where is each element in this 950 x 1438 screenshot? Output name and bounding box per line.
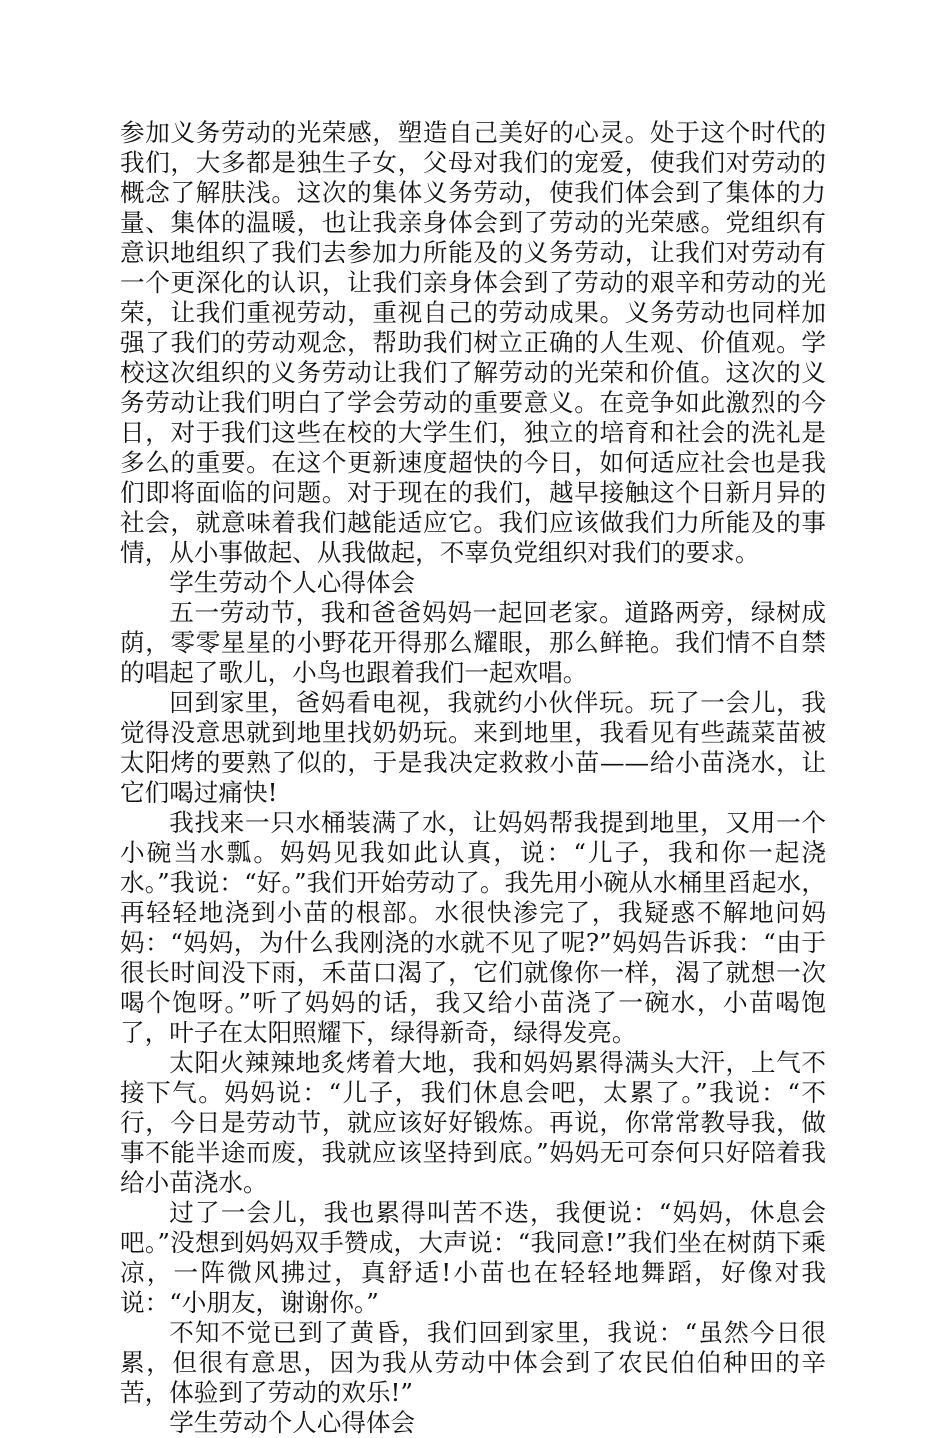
paragraph-watering: 我找来一只水桶装满了水，让妈妈帮我提到地里，又用一个小碗当水瓢。妈妈见我如此认真，说：“儿子，我和你一起浇水。”我说：“好。”我们开始劳动了。我先用小碗从水桶里舀起水，再轻轻地浇到小苗的根部。水很快渗完了，我疑惑不解地问妈妈：“妈妈，为什么我刚浇的水就不见了呢?”妈妈告诉我：“由于很长时间没下雨，禾苗口渴了，它们就像你一样，渴了就想一次喝个饱呀。”听了妈妈的话，我又给小苗浇了一碗水，小苗喝饱了，叶子在太阳照耀下，绿得新奇，绿得发亮。 <box>120 808 826 1047</box>
paragraph-rest: 过了一会儿，我也累得叫苦不迭，我便说：“妈妈，休息会吧。”没想到妈妈双手赞成，大声说：“我同意!”我们坐在树荫下乘凉，一阵微风拂过，真舒适!小苗也在轻轻地舞蹈，好像对我说：“小朋友，谢谢你。” <box>120 1198 826 1317</box>
paragraph-dusk: 不知不觉已到了黄昏，我们回到家里，我说：“虽然今日很累，但很有意思，因为我从劳动中体会到了农民伯伯种田的辛苦，体验到了劳动的欢乐!” <box>120 1318 826 1407</box>
section-heading: 学生劳动个人心得体会 <box>169 568 416 597</box>
document-body <box>120 118 826 1438</box>
paragraph-labor-day-trip: 五一劳动节，我和爸爸妈妈一起回老家。道路两旁，绿树成荫，零零星星的小野花开得那么耀眼，那么鲜艳。我们情不自禁的唱起了歌儿，小鸟也跟着我们一起欢唱。 <box>120 598 826 687</box>
paragraph-back-home: 回到家里，爸妈看电视，我就约小伙伴玩。玩了一会儿，我觉得没意思就到地里找奶奶玩。来到地里，我看见有些蔬菜苗被太阳烤的要熟了似的，于是我决定救救小苗——给小苗浇水，让它们喝过痛快! <box>120 688 826 807</box>
section-heading-repeat: 学生劳动个人心得体会 <box>169 1408 416 1437</box>
paragraph-hot-sun: 太阳火辣辣地炙烤着大地，我和妈妈累得满头大汗，上气不接下气。妈妈说：“儿子，我们休息会吧，太累了。”我说：“不行，今日是劳动节，就应该好好锻炼。再说，你常常教导我，做事不能半途而废，我就应该坚持到底。”妈妈无可奈何只好陪着我给小苗浇水。 <box>120 1048 826 1197</box>
paragraph-intro-continuation: 参加义务劳动的光荣感，塑造自己美好的心灵。处于这个时代的我们，大多都是独生子女，父母对我们的宠爱，使我们对劳动的概念了解肤浅。这次的集体义务劳动，使我们体会到了集体的力量、集体的温暖，也让我亲身体会到了劳动的光荣感。党组织有意识地组织了我们去参加力所能及的义务劳动，让我们对劳动有一个更深化的认识，让我们亲身体会到了劳动的艰辛和劳动的光荣，让我们重视劳动，重视自己的劳动成果。义务劳动也同样加强了我们的劳动观念，帮助我们树立正确的人生观、价值观。学校这次组织的义务劳动让我们了解劳动的光荣和价值。这次的义务劳动让我们明白了学会劳动的重要意义。在竞争如此激烈的今日，对于我们这些在校的大学生们，独立的培育和社会的洗礼是多么的重要。在这个更新速度超快的今日，如何适应社会也是我们即将面临的问题。对于现在的我们，越早接触这个日新月异的社会，就意味着我们越能适应它。我们应该做我们力所能及的事情，从小事做起、从我做起，不辜负党组织对我们的要求。 <box>120 118 826 567</box>
